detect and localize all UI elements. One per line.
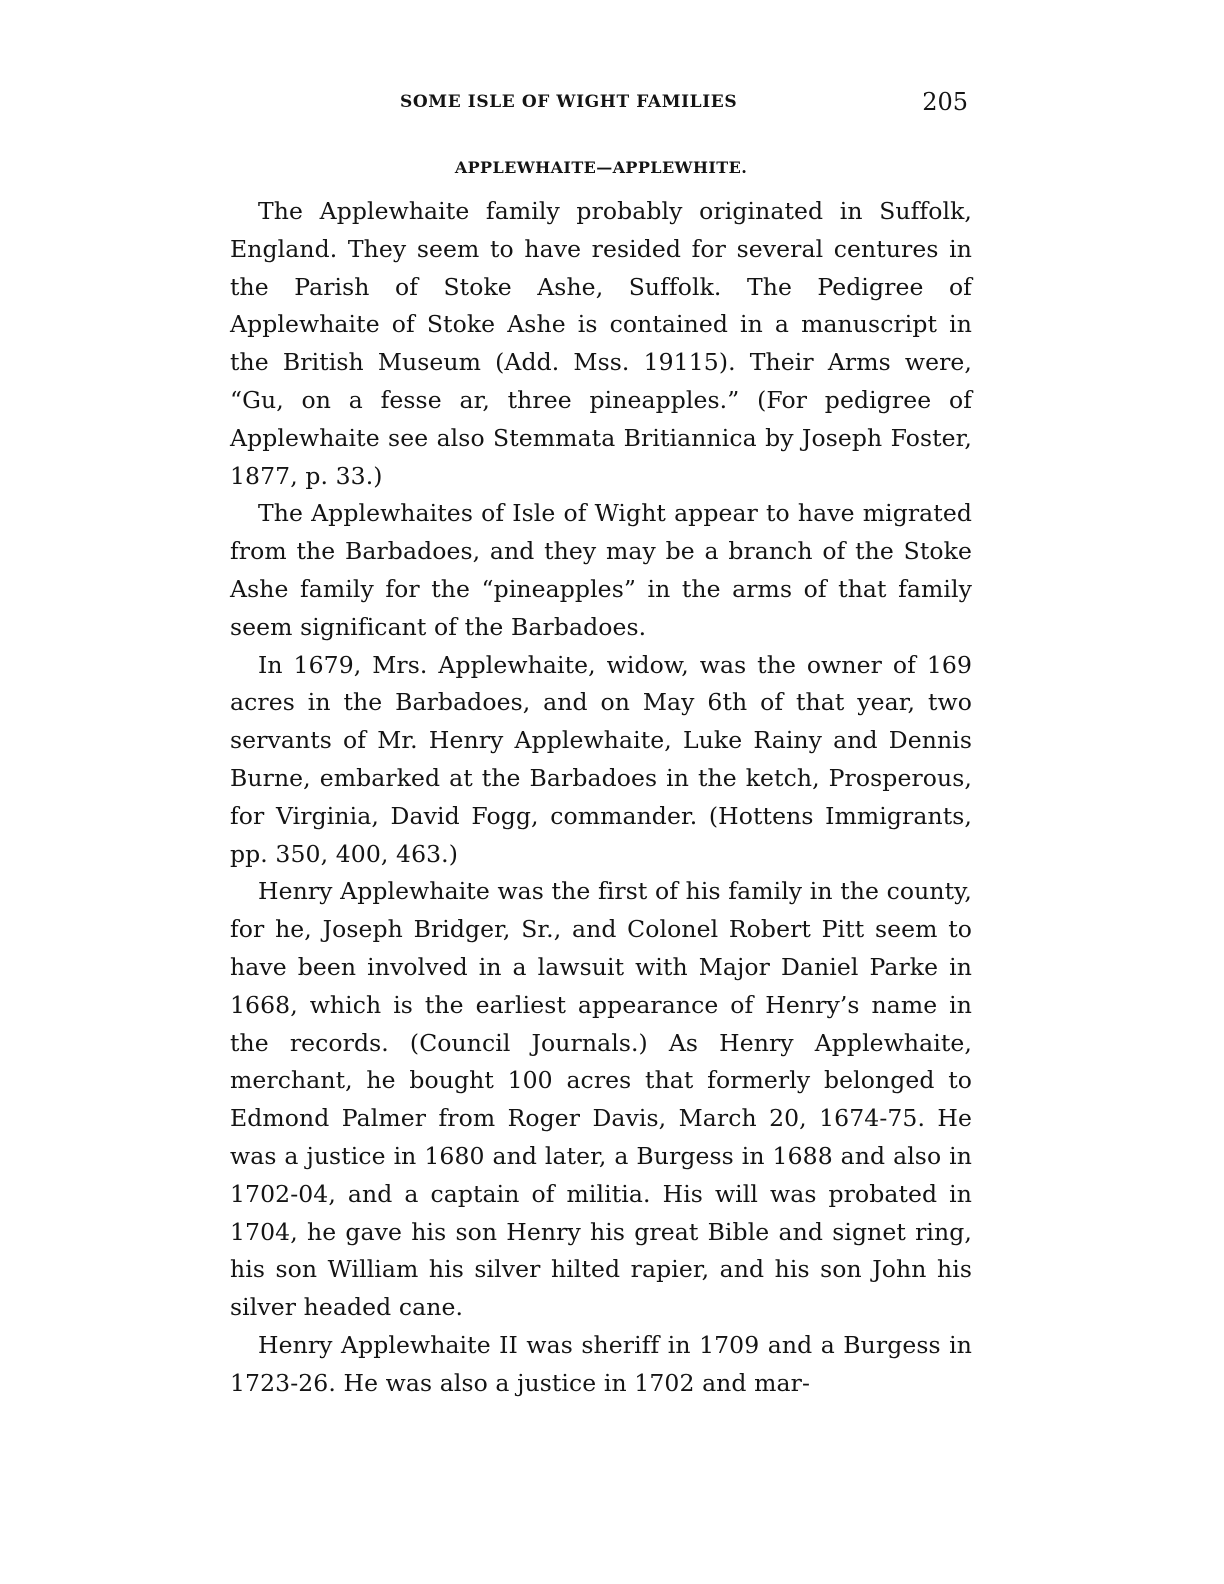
paragraph: In 1679, Mrs. Applewhaite, widow, was the owner of 169 acres in the Barbadoes, and on May 6th of that year, two servants of Mr. Henry Applewhaite, Luke Rainy and Dennis Burne, embarked at the Barbadoes in the ketch, Prosperous, for Virginia, David Fogg, commander. (Hottens Immigrants, pp. 350, 400, 463.) (230, 650, 972, 868)
page-number: 205 (922, 88, 968, 116)
paragraph: The Applewhaites of Isle of Wight appear to have migrated from the Barbadoes, and they may be a branch of the Stoke Ashe family for the “pineapples” in the arms of that family seem significant of the Barbadoes. (230, 499, 972, 641)
document-page (230, 88, 972, 1403)
paragraph: Henry Applewhaite was the first of his family in the county, for he, Joseph Bridger, Sr., and Colonel Robert Pitt seem to have been involved in a lawsuit with Major Daniel Parke in 1668, which is the earliest appearance of Henry’s name in the records. (Council Journals.) As Henry Applewhaite, merchant, he bought 100 acres that formerly belonged to Edmond Palmer from Roger Davis, March 20, 1674-75. He was a justice in 1680 and later, a Burgess in 1688 and also in 1702-04, and a captain of militia. His will was probated in 1704, he gave his son Henry his great Bible and signet ring, his son William his silver hilted rapier, and his son John his silver headed cane. (230, 877, 972, 1322)
running-title: SOME ISLE OF WIGHT FAMILIES (400, 92, 738, 112)
running-head (230, 88, 972, 126)
paragraph: Henry Applewhaite II was sheriff in 1709 and a Burgess in 1723-26. He was also a justice in 1702 and mar- (230, 1330, 972, 1397)
section-title: APPLEWHAITE—APPLEWHITE. (454, 158, 748, 177)
paragraph: The Applewhaite family probably originated in Suffolk, England. They seem to have resided for several centures in the Parish of Stoke Ashe, Suffolk. The Pedigree of Applewhaite of Stoke Ashe is contained in a manuscript in the British Museum (Add. Mss. 19115). Their Arms were, “Gu, on a fesse ar, three pineapples.” (For pedigree of Applewhaite see also Stemmata Britiannica by Joseph Foster, 1877, p. 33.) (230, 197, 972, 490)
body-text (230, 193, 972, 1403)
